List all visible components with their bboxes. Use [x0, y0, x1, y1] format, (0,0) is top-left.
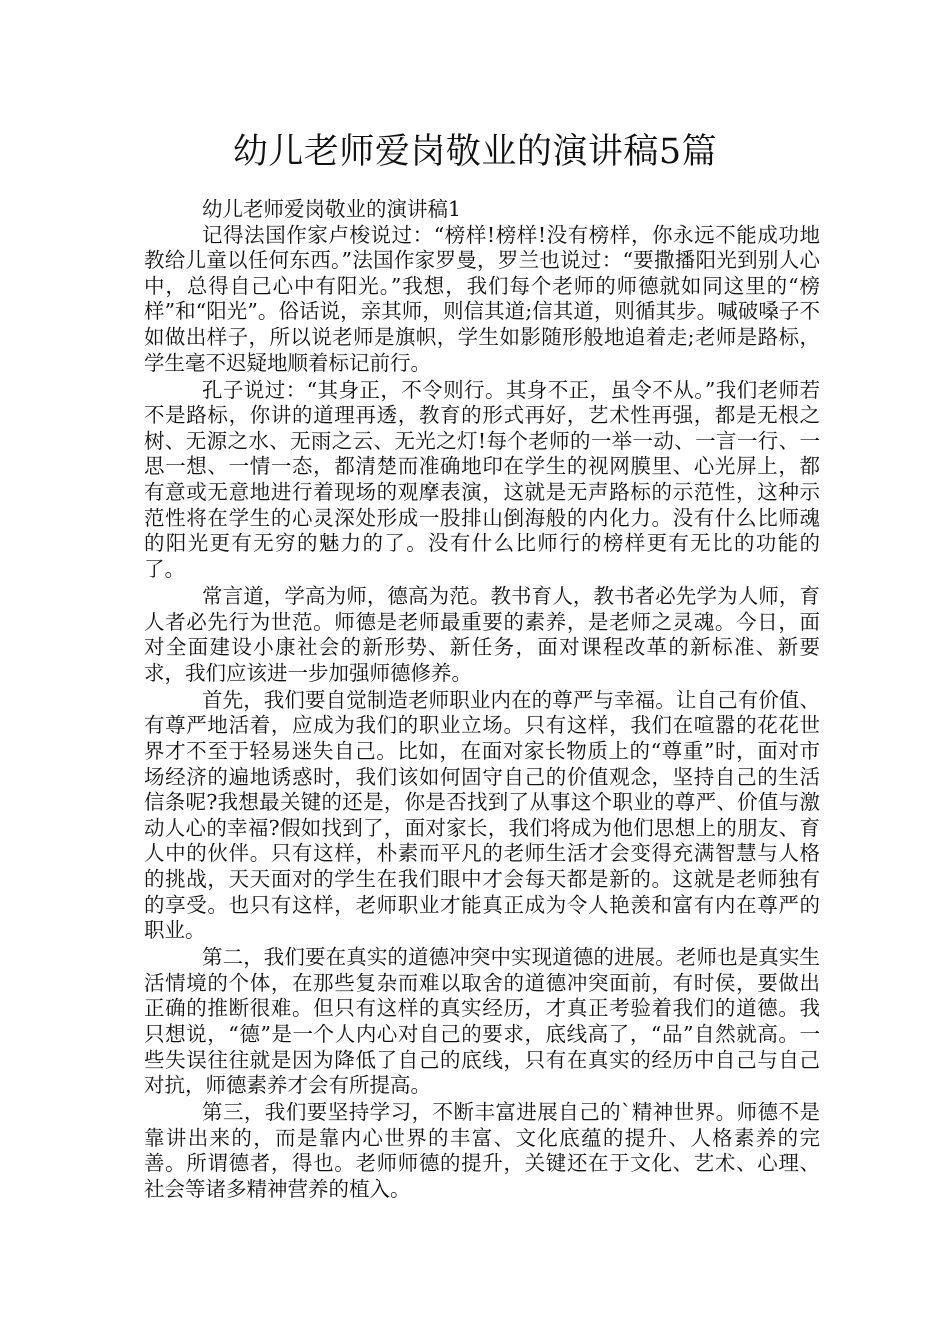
document-title: 幼儿老师爱岗敬业的演讲稿5篇	[232, 132, 718, 172]
paragraph-1: 记得法国作家卢梭说过：“榜样!榜样!没有榜样，你永远不能成功地教给儿童以任何东西。”法国作家罗曼，罗兰也说过：“要撒播阳光到别人心中，总得自己心中有阳光。”我想，我们每个老师的师德就如同这里的“榜样”和“阳光”。俗话说，亲其师，则信其道;信其道，则循其步。喊破嗓子不如做出样子，所以说老师是旗帜，学生如影随形般地追着走;老师是路标，学生毫不迟疑地顺着标记前行。	[144, 222, 820, 375]
section-heading: 幼儿老师爱岗敬业的演讲稿1	[202, 197, 462, 221]
paragraph-3: 常言道，学高为师，德高为范。教书育人，教书者必先学为人师，育人者必先行为世范。师德是老师最重要的素养，是老师之灵魂。今日，面对全面建设小康社会的新形势、新任务，面对课程改革的新标准、新要求，我们应该进一步加强师德修养。	[144, 583, 820, 685]
document-body	[144, 197, 820, 1204]
paragraph-6: 第三，我们要坚持学习，不断丰富进展自己的`精神世界。师德不是靠讲出来的，而是靠内心世界的丰富、文化底蕴的提升、人格素养的完善。所谓德者，得也。老师师德的提升，关键还在于文化、艺术、心理、社会等诸多精神营养的植入。	[144, 1100, 820, 1202]
paragraph-5: 第二，我们要在真实的道德冲突中实现道德的进展。老师也是真实生活情境的个体，在那些复杂而难以取舍的道德冲突面前，有时侯，要做出正确的推断很难。但只有这样的真实经历，才真正考验着我们的道德。我只想说，“德”是一个人内心对自己的要求，底线高了，“品”自然就高。一些失误往往就是因为降低了自己的底线，只有在真实的经历中自己与自己对抗，师德素养才会有所提高。	[144, 945, 820, 1098]
paragraph-4: 首先，我们要自觉制造老师职业内在的尊严与幸福。让自己有价值、有尊严地活着，应成为我们的职业立场。只有这样，我们在喧嚣的花花世界才不至于轻易迷失自己。比如，在面对家长物质上的“尊重”时，面对市场经济的遍地诱惑时，我们该如何固守自己的价值观念，坚持自己的生活信条呢?我想最关键的还是，你是否找到了从事这个职业的尊严、价值与激动人心的幸福?假如找到了，面对家长，我们将成为他们思想上的朋友、育人中的伙伴。只有这样，朴素而平凡的老师生活才会变得充满智慧与人格的挑战，天天面对的学生在我们眼中才会每天都是新的。这就是老师独有的享受。也只有这样，老师职业才能真正成为令人艳羡和富有内在尊严的职业。	[144, 687, 820, 943]
paragraph-2: 孔子说过：“其身正，不令则行。其身不正，虽令不从。”我们老师若不是路标，你讲的道理再透，教育的形式再好，艺术性再强，都是无根之树、无源之水、无雨之云、无光之灯!每个老师的一举一动、一言一行、一思一想、一情一态，都清楚而准确地印在学生的视网膜里、心光屏上，都有意或无意地进行着现场的观摩表演，这就是无声路标的示范性，这种示范性将在学生的心灵深处形成一股排山倒海般的内化力。没有什么比师魂的阳光更有无穷的魅力的了。没有什么比师行的榜样更有无比的功能的了。	[144, 377, 820, 581]
